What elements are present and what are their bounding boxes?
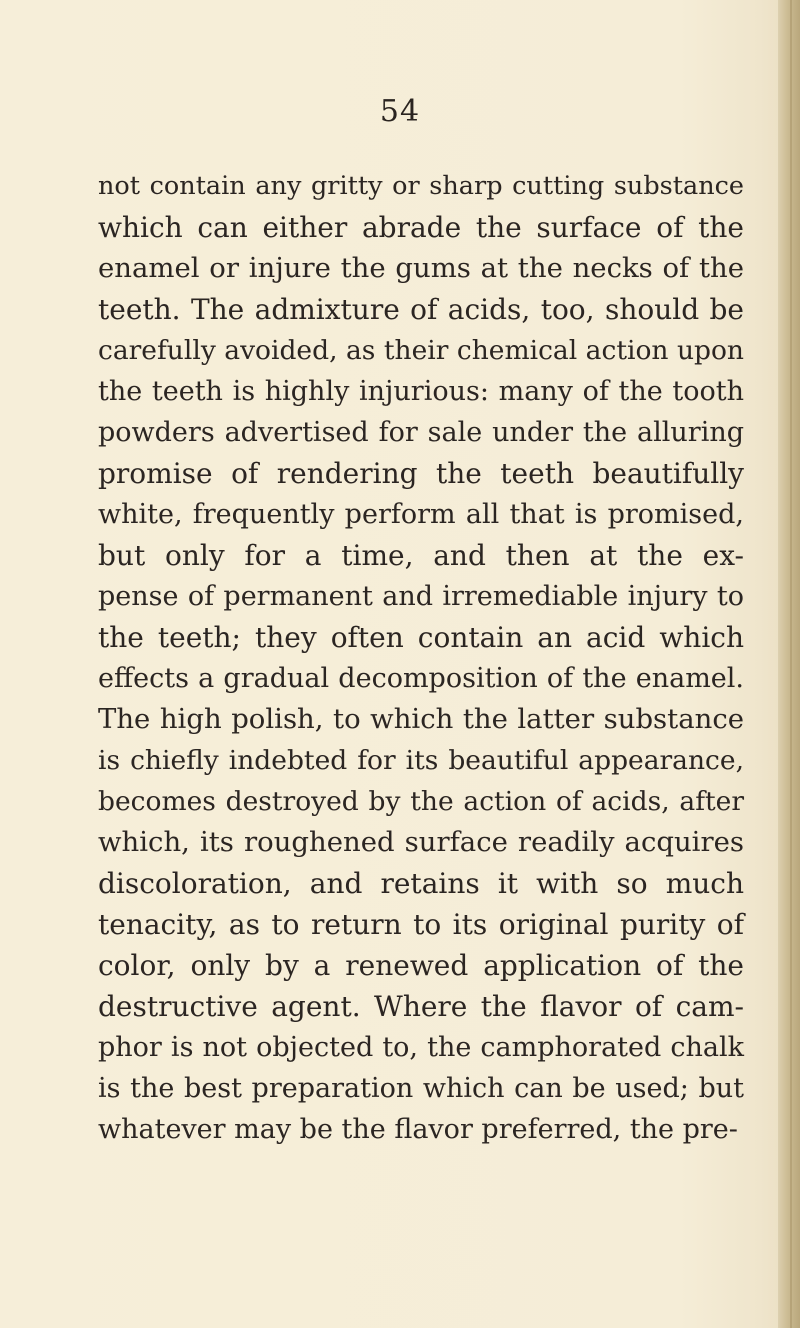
text-line: The high polish, to which the latter substance (98, 703, 744, 735)
page-edge (778, 0, 800, 1328)
text-line: discoloration, and retains it with so much (98, 867, 744, 900)
text-line: the teeth is highly injurious: many of the tooth (98, 376, 744, 407)
text-line: which, its roughened surface readily acquires (98, 826, 744, 858)
text-line: becomes destroyed by the action of acids, after (98, 786, 744, 817)
text-line: powders advertised for sale under the alluring (98, 417, 744, 448)
text-line: destructive agent. Where the flavor of cam- (98, 990, 744, 1023)
body-text (98, 166, 744, 1150)
text-line: is chiefly indebted for its beautiful appearance, (98, 745, 744, 776)
text-line: pense of permanent and irremediable injury to (98, 581, 744, 612)
text-line: not contain any gritty or sharp cutting substance (98, 171, 744, 201)
text-line: is the best preparation which can be used; but (98, 1073, 744, 1104)
text-line: which can either abrade the surface of the (98, 211, 744, 244)
text-line: phor is not objected to, the camphorated chalk (98, 1032, 744, 1063)
text-line: carefully avoided, as their chemical action upon (98, 335, 744, 366)
text-line: promise of rendering the teeth beautifully (98, 457, 744, 490)
text-line: white, frequently perform all that is promised, (98, 499, 744, 530)
text-line: but only for a time, and then at the ex- (98, 539, 744, 572)
text-line: whatever may be the flavor preferred, the pre- (98, 1114, 738, 1145)
text-line: the teeth; they often contain an acid which (98, 621, 744, 654)
text-line: teeth. The admixture of acids, too, should be (98, 293, 744, 326)
text-line: enamel or injure the gums at the necks of the (98, 252, 744, 284)
text-line: tenacity, as to return to its original purity of (98, 908, 744, 941)
text-line: effects a gradual decomposition of the enamel. (98, 663, 744, 694)
text-line: color, only by a renewed application of the (98, 949, 744, 982)
page-number: 54 (379, 94, 421, 129)
page-edge-line (790, 0, 792, 1328)
